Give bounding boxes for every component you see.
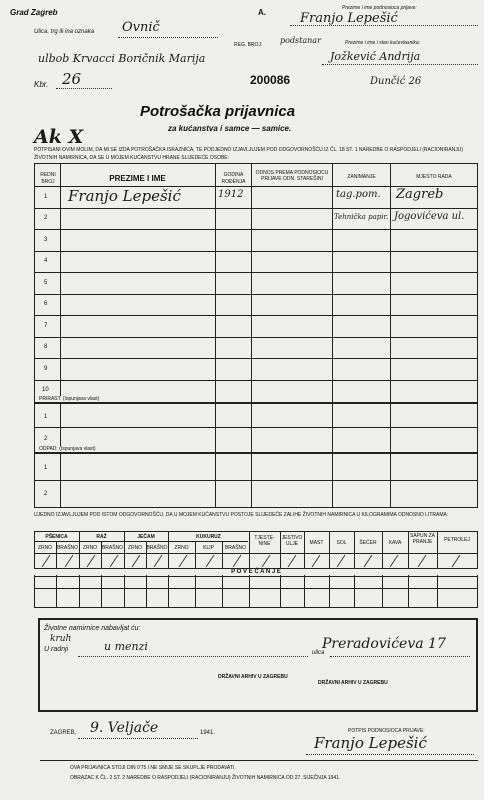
applicant-label: Prezime i ime podnosioca prijave: <box>342 5 417 11</box>
archive-stamp: DRŽAVNI ARHIV U ZAGREBU <box>218 674 288 680</box>
group-jecam: JEČAM <box>137 534 155 540</box>
applicant-value: Franjo Lepešić <box>300 11 398 26</box>
row-number: 3 <box>44 237 48 243</box>
row-number: 9 <box>44 366 48 372</box>
owner-value: Jožkević Andrija <box>330 50 421 63</box>
reg-number: 200086 <box>250 73 291 87</box>
other-col-label: MAST <box>309 540 324 546</box>
year-value: 1941. <box>200 730 216 736</box>
kbr-value: 26 <box>62 70 82 88</box>
row-number: 5 <box>44 280 48 286</box>
street-value: Ovnič <box>122 20 160 35</box>
col-name-header: PREZIME I IME <box>109 174 166 183</box>
subcol-label: ZRNO <box>82 545 98 551</box>
subcol-label: KLIP <box>203 545 214 551</box>
col-year-header: GODINA ROĐENJA <box>221 172 246 185</box>
row-job: tag.pom. <box>336 189 381 200</box>
other-col-label: ŠEĆER <box>359 540 377 546</box>
group-raz: RAŽ <box>96 534 107 540</box>
group-psenica: PŠENICA <box>45 534 68 540</box>
kbr-label: Kbr. <box>34 80 49 89</box>
subcol-label: ZRNO <box>127 545 143 551</box>
col-no-header: REDNI BROJ <box>40 172 56 185</box>
stock-statement: UJEDNO IZJAVLJUJEM POD ISTOM ODGOVORNOŠĆU, DA U MOJEM KUĆANSTVU POSTOJE SLIJEDEĆE ZALIHE ŽIVOTNIH NAMIRNICA U KILOGRAMIMA ODNOSNO LITRAMA: <box>34 512 449 518</box>
col-work-header: MJESTO RADA <box>416 174 452 180</box>
legal-note: OBRAZAC K ČL. 2 ST. 2 NAREDBE O RASPODJELI (RACIONIRANJU) ŽIVOTNIH NAMIRNICA OD 27. SIJEČNJA 1941. <box>70 775 341 781</box>
place-label: ZAGREB, <box>50 730 77 736</box>
other-col-label: KAVA <box>388 540 402 546</box>
row-number: 2 <box>44 491 48 497</box>
row-year: 1912 <box>218 189 244 200</box>
subcol-label: ZRNO <box>174 545 189 551</box>
owner-extra: Dunčić 26 <box>370 76 422 87</box>
row-number: 10 <box>42 387 49 393</box>
u-radnji-label: U radnji <box>44 646 69 653</box>
row-work: Zagreb <box>396 187 444 202</box>
row-number: 1 <box>44 465 48 471</box>
col-job-header: ZANIMANJE <box>347 174 376 180</box>
row-number: 7 <box>44 323 48 329</box>
form-page: Grad Zagreb A. Prezime i ime podnosioca prijave: Franjo Lepešić Ulica, trg ili ina oznaka Ovnič REG. BROJ: podstanar Prezime i ime i stan kućevlasnika: ulbob Krvacci Boričnik Marija Jožkević Andrija Kbr. 26 200086 Dunčić 26 Potrošačka prijavnica za kućanstva i samce — samice. Ak X POTPISANI OVIM MOLIM, DA MI SE IZDA POTROŠAČKA ISKAZNICA, TE PODJEDNO IZJAVLJUJEM POD ODGOVORNOŠĆU IZ ČL. 18 ST. 1 NAREDBE O RASPODJELI (RACIONIRANJU) ŽIVOTNIH NAMIRNICA, DA SE U MOJEM KUĆANSTVU HRANE SLIJEDEĆE OSOBE: REDNI BROJ PREZIME I IME GODINA ROĐENJA ODNOS PREMA PODNOSIOCU PRIJAVE ODN. STAREŠINI ZANIMANJE MJESTO RADA 1 Franjo Lepešić 1912 tag.pom. Zagreb 2 Tehnička papir. Jogovićeva ul. 3 4 5 6 7 8 9 10 PRIRAST: (Ispunjava vlast) 1 2 ODPAD: (Ispunjava vlast) 1 2 UJEDNO IZJAVLJUJEM POD ISTOM ODGOVORNOŠĆU, DA U MOJEM KUĆANSTVU POSTOJE SLIJEDEĆE ZALIHE ŽIVOTNIH NAMIRNICA U KILOGRAMIMA ODNOSNO LITRAMA: PŠENICA RAŽ JEČAM KUKURUZ ZRNO BRAŠNO ZRNO BRAŠNO ZRNO BRAŠNO ZRNO KLIP BRAŠNO TJESTE-NINE JESTIVO ULJE MAST SOL ŠEĆER KAVA SAPUN ZA PRANJE PETROLEJ P O V E Ć A N J E Životne namirnice nabavljat ću: kruh U radnji u menzi ulica Preradovićeva 17 DRŽAVNI ARHIV U ZAGREBU DRŽAVNI ARHIV U ZAGREBU ZAGREB, 9. Veljače 1941. POTPIS PODNOSIOCA PRIJAVE: Franjo Lepešić OVA PRIJAVNICA STOJI DIN 0'75 I NE SMIJE SE SKUPLJE PRODAVATI. OBRAZAC K ČL. 2 ST. 2 NAREDBE O RASPODJELI (RACIONIRANJU) ŽIVOTNIH NAMIRNICA OD 27. SIJEČNJA 1941. <box>0 0 484 800</box>
row-number: 2 <box>44 436 48 442</box>
intro-text: POTPISANI OVIM MOLIM, DA MI SE IZDA POTROŠAČKA ISKAZNICA, TE PODJEDNO IZJAVLJUJEM POD ODGOVORNOŠĆU IZ ČL. 18 ST. 1 NAREDBE O RASPODJELI (RACIONIRANJU) ŽIVOTNIH NAMIRNICA, DA SE U MOJEM KUĆANSTVU HRANE SLIJEDEĆE OSOBE: <box>34 147 464 161</box>
other-col-label: SAPUN ZA PRANJE <box>409 533 435 545</box>
row-name: Franjo Lepešić <box>68 187 181 205</box>
subcol-label: BRAŠNO <box>224 545 247 551</box>
podstanar-note: podstanar <box>280 36 321 45</box>
group-kukuruz: KUKURUZ <box>196 534 221 540</box>
margin-note: Ak X <box>34 126 84 148</box>
other-col-label: JESTIVO ULJE <box>281 535 303 547</box>
crossed-out-row <box>34 553 478 568</box>
signature: Franjo Lepešić <box>314 734 427 752</box>
row-job: Tehnička papir. <box>334 213 389 221</box>
price-note: OVA PRIJAVNICA STOJI DIN 0'75 I NE SMIJE SE SKUPLJE PRODAVATI. <box>70 765 236 771</box>
form-title: Potrošačka prijavnica <box>140 103 296 120</box>
ulica-label: ulica <box>312 650 325 656</box>
supply-value: kruh <box>50 634 72 644</box>
street-extra: ulbob Krvacci Boričnik Marija <box>38 52 206 65</box>
reg-label: REG. BROJ: <box>234 42 263 48</box>
prirast-label: PRIRAST: (Ispunjava vlast) <box>39 396 100 402</box>
other-col-label: TJESTE-NINE <box>254 535 275 547</box>
owner-label: Prezime i ime i stan kućevlasnika: <box>345 40 421 46</box>
row-number: 4 <box>44 258 48 264</box>
row-number: 6 <box>44 301 48 307</box>
street-label: Ulica, trg ili ina oznaka <box>34 29 95 35</box>
col-relation-header: ODNOS PREMA PODNOSIOCU PRIJAVE ODN. STAREŠINI <box>255 170 329 182</box>
row-work: Jogovićeva ul. <box>394 211 465 222</box>
other-col-label: PETROLEJ <box>444 537 470 543</box>
signature-label: POTPIS PODNOSIOCA PRIJAVE: <box>348 728 425 734</box>
odpad-label: ODPAD: (Ispunjava vlast) <box>39 446 96 452</box>
subcol-label: BRAŠNO <box>56 545 79 551</box>
form-letter: A. <box>258 8 266 17</box>
row-number: 8 <box>44 344 48 350</box>
supply-label: Životne namirnice nabavljat ću: <box>44 625 141 632</box>
city-label: Grad Zagreb <box>10 8 58 17</box>
subcol-label: BRAŠNO <box>101 545 124 551</box>
archive-stamp: DRŽAVNI ARHIV U ZAGREBU <box>318 680 388 686</box>
subcol-label: BRAŠNO <box>146 545 168 551</box>
povecanje-label: P O V E Ć A N J E <box>34 569 478 575</box>
other-col-label: SOL <box>336 540 347 546</box>
date-value: 9. Veljače <box>90 720 159 736</box>
supply-street: Preradovićeva 17 <box>322 636 446 652</box>
supply-box <box>38 618 478 712</box>
shop-value: u menzi <box>104 640 148 653</box>
subcol-label: ZRNO <box>37 545 53 551</box>
row-number: 1 <box>44 414 48 420</box>
form-subtitle: za kućanstva i samce — samice. <box>168 124 292 133</box>
